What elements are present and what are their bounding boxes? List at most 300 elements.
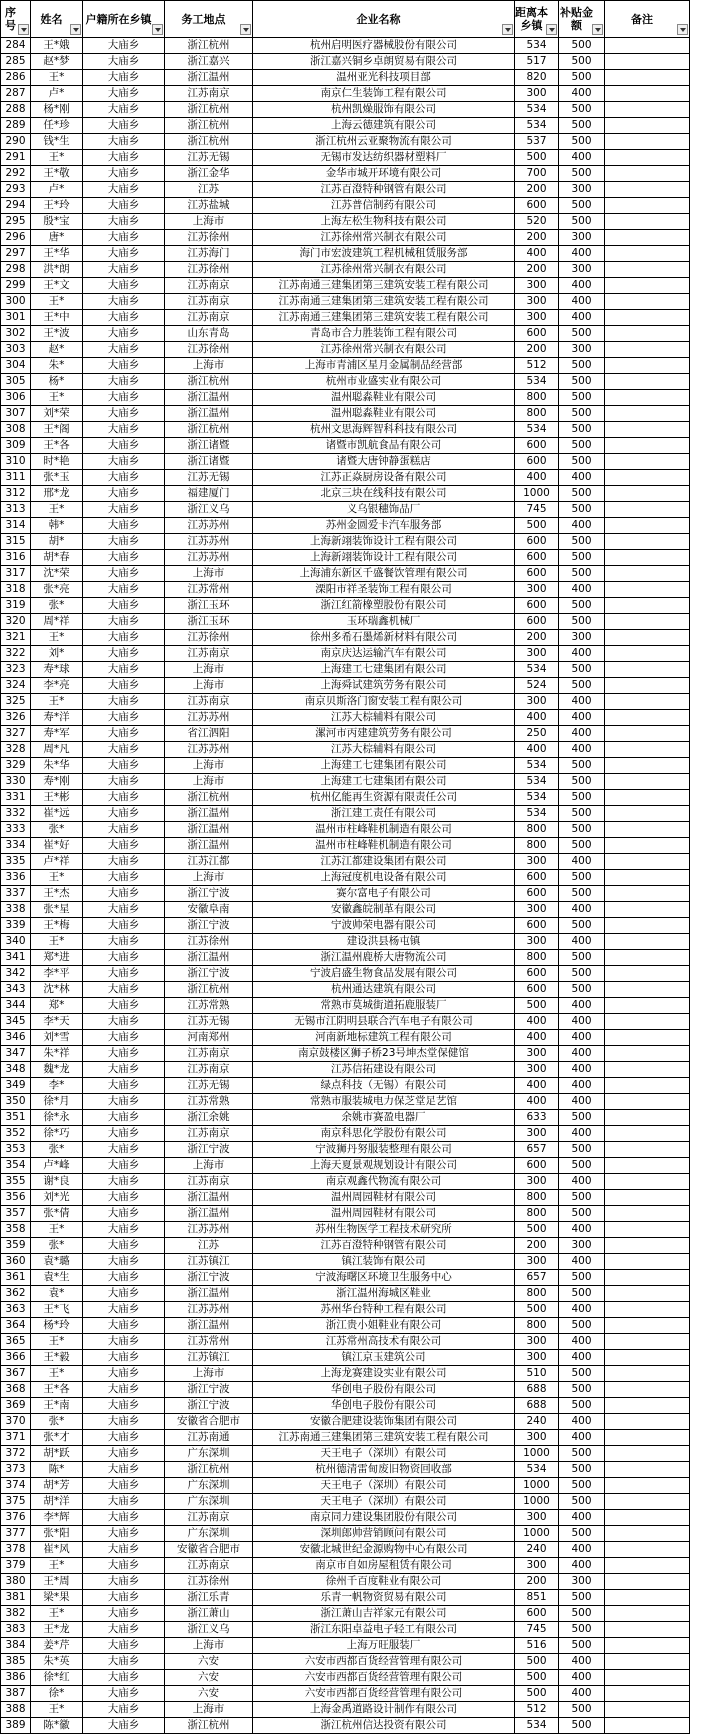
cell-company[interactable]: 江苏南通三建集团第三建筑安装工程有限公司 [253,278,515,294]
cell-town[interactable]: 大庙乡 [83,1222,165,1238]
cell-remark[interactable] [605,886,690,902]
cell-remark[interactable] [605,854,690,870]
cell-subsidy[interactable]: 500 [559,1206,605,1222]
cell-remark[interactable] [605,950,690,966]
cell-subsidy[interactable]: 400 [559,294,605,310]
cell-seq[interactable]: 315 [1,534,31,550]
cell-company[interactable]: 杭州通达建筑有限公司 [253,982,515,998]
cell-remark[interactable] [605,342,690,358]
cell-distance[interactable]: 240 [515,1542,559,1558]
cell-seq[interactable]: 314 [1,518,31,534]
cell-town[interactable]: 大庙乡 [83,710,165,726]
cell-remark[interactable] [605,1686,690,1702]
cell-town[interactable]: 大庙乡 [83,854,165,870]
cell-distance[interactable]: 500 [515,150,559,166]
cell-workplace[interactable]: 江苏苏州 [165,534,253,550]
cell-distance[interactable]: 500 [515,1302,559,1318]
cell-distance[interactable]: 600 [515,870,559,886]
cell-subsidy[interactable]: 400 [559,1030,605,1046]
cell-seq[interactable]: 338 [1,902,31,918]
cell-name[interactable]: 邢*龙 [31,486,83,502]
cell-town[interactable]: 大庙乡 [83,86,165,102]
cell-remark[interactable] [605,870,690,886]
cell-seq[interactable]: 301 [1,310,31,326]
cell-distance[interactable]: 657 [515,1142,559,1158]
cell-subsidy[interactable]: 500 [559,614,605,630]
filter-dropdown-icon[interactable] [502,24,513,35]
cell-seq[interactable]: 311 [1,470,31,486]
cell-workplace[interactable]: 江苏南京 [165,1046,253,1062]
cell-remark[interactable] [605,822,690,838]
cell-seq[interactable]: 295 [1,214,31,230]
cell-town[interactable]: 大庙乡 [83,422,165,438]
cell-subsidy[interactable]: 500 [559,966,605,982]
cell-remark[interactable] [605,1462,690,1478]
cell-company[interactable]: 江苏南通三建集团第三建筑安装工程有限公司 [253,294,515,310]
cell-company[interactable]: 南京观鑫代物流有限公司 [253,1174,515,1190]
cell-subsidy[interactable]: 400 [559,726,605,742]
cell-seq[interactable]: 339 [1,918,31,934]
cell-name[interactable]: 卢* [31,182,83,198]
filter-dropdown-icon[interactable] [18,24,29,35]
cell-seq[interactable]: 376 [1,1510,31,1526]
cell-distance[interactable]: 500 [515,1654,559,1670]
cell-town[interactable]: 大庙乡 [83,662,165,678]
cell-town[interactable]: 大庙乡 [83,1462,165,1478]
cell-remark[interactable] [605,134,690,150]
cell-name[interactable]: 胡*芳 [31,1478,83,1494]
cell-subsidy[interactable]: 500 [559,870,605,886]
cell-workplace[interactable]: 江苏南京 [165,86,253,102]
cell-town[interactable]: 大庙乡 [83,1606,165,1622]
cell-town[interactable]: 大庙乡 [83,214,165,230]
cell-subsidy[interactable]: 500 [559,438,605,454]
cell-company[interactable]: 河南新地标建筑工程有限公司 [253,1030,515,1046]
cell-seq[interactable]: 297 [1,246,31,262]
cell-workplace[interactable]: 广东深圳 [165,1526,253,1542]
cell-distance[interactable]: 1000 [515,1526,559,1542]
cell-name[interactable]: 魏*龙 [31,1062,83,1078]
cell-subsidy[interactable]: 500 [559,374,605,390]
cell-remark[interactable] [605,70,690,86]
cell-distance[interactable]: 300 [515,1126,559,1142]
cell-name[interactable]: 王* [31,870,83,886]
cell-remark[interactable] [605,246,690,262]
cell-workplace[interactable]: 广东深圳 [165,1494,253,1510]
cell-remark[interactable] [605,310,690,326]
cell-seq[interactable]: 386 [1,1670,31,1686]
cell-company[interactable]: 温州周园鞋材有限公司 [253,1206,515,1222]
cell-town[interactable]: 大庙乡 [83,166,165,182]
cell-remark[interactable] [605,1094,690,1110]
cell-name[interactable]: 王* [31,1702,83,1718]
cell-town[interactable]: 大庙乡 [83,566,165,582]
cell-subsidy[interactable]: 400 [559,1094,605,1110]
cell-workplace[interactable]: 浙江温州 [165,822,253,838]
cell-workplace[interactable]: 江苏南京 [165,294,253,310]
cell-distance[interactable]: 800 [515,838,559,854]
cell-seq[interactable]: 363 [1,1302,31,1318]
cell-name[interactable]: 朱*英 [31,1654,83,1670]
cell-remark[interactable] [605,102,690,118]
cell-name[interactable]: 王*龙 [31,1622,83,1638]
cell-town[interactable]: 大庙乡 [83,390,165,406]
cell-name[interactable]: 周*凡 [31,742,83,758]
cell-seq[interactable]: 366 [1,1350,31,1366]
cell-name[interactable]: 任*珍 [31,118,83,134]
filter-dropdown-icon[interactable] [546,24,557,35]
cell-workplace[interactable]: 江苏镇江 [165,1350,253,1366]
cell-town[interactable]: 大庙乡 [83,38,165,54]
cell-seq[interactable]: 308 [1,422,31,438]
cell-town[interactable]: 大庙乡 [83,1046,165,1062]
cell-company[interactable]: 杭州德清雷甸废旧物资回收部 [253,1462,515,1478]
cell-name[interactable]: 赵*梦 [31,54,83,70]
cell-seq[interactable]: 365 [1,1334,31,1350]
cell-distance[interactable]: 500 [515,518,559,534]
cell-seq[interactable]: 300 [1,294,31,310]
cell-subsidy[interactable]: 500 [559,1110,605,1126]
cell-subsidy[interactable]: 500 [559,982,605,998]
cell-name[interactable]: 胡*跃 [31,1446,83,1462]
cell-distance[interactable]: 600 [515,598,559,614]
cell-workplace[interactable]: 浙江诸暨 [165,438,253,454]
cell-remark[interactable] [605,1382,690,1398]
cell-name[interactable]: 崔*远 [31,806,83,822]
cell-remark[interactable] [605,1510,690,1526]
cell-distance[interactable]: 500 [515,1670,559,1686]
cell-town[interactable]: 大庙乡 [83,1174,165,1190]
cell-remark[interactable] [605,1590,690,1606]
cell-subsidy[interactable]: 400 [559,1510,605,1526]
cell-remark[interactable] [605,598,690,614]
cell-company[interactable]: 建设洪县杨屯镇 [253,934,515,950]
cell-subsidy[interactable]: 400 [559,1558,605,1574]
cell-distance[interactable]: 534 [515,374,559,390]
cell-distance[interactable]: 534 [515,774,559,790]
cell-town[interactable]: 大庙乡 [83,1670,165,1686]
cell-seq[interactable]: 356 [1,1190,31,1206]
cell-workplace[interactable]: 浙江金华 [165,166,253,182]
cell-seq[interactable]: 351 [1,1110,31,1126]
cell-seq[interactable]: 318 [1,582,31,598]
cell-name[interactable]: 朱*华 [31,758,83,774]
cell-workplace[interactable]: 江苏南京 [165,1062,253,1078]
cell-company[interactable]: 浙江温州海城区鞋业 [253,1286,515,1302]
cell-name[interactable]: 王* [31,502,83,518]
cell-workplace[interactable]: 江苏徐州 [165,262,253,278]
cell-seq[interactable]: 327 [1,726,31,742]
cell-town[interactable]: 大庙乡 [83,1350,165,1366]
cell-distance[interactable]: 800 [515,1286,559,1302]
cell-company[interactable]: 无锡市江阴明县联合汽车电子有限公司 [253,1014,515,1030]
cell-company[interactable]: 江苏大棕辅料有限公司 [253,742,515,758]
cell-company[interactable]: 温州市柱峰鞋机制造有限公司 [253,822,515,838]
cell-distance[interactable]: 300 [515,1254,559,1270]
cell-company[interactable]: 青岛市合力胜装饰工程有限公司 [253,326,515,342]
cell-town[interactable]: 大庙乡 [83,1270,165,1286]
cell-workplace[interactable]: 上海市 [165,870,253,886]
cell-workplace[interactable]: 浙江温州 [165,1190,253,1206]
cell-subsidy[interactable]: 500 [559,1158,605,1174]
cell-workplace[interactable]: 浙江余姚 [165,1110,253,1126]
cell-distance[interactable]: 534 [515,662,559,678]
cell-town[interactable]: 大庙乡 [83,502,165,518]
cell-seq[interactable]: 288 [1,102,31,118]
cell-subsidy[interactable]: 500 [559,1190,605,1206]
cell-town[interactable]: 大庙乡 [83,1094,165,1110]
cell-name[interactable]: 王*梅 [31,918,83,934]
cell-company[interactable]: 江苏信拓建设有限公司 [253,1062,515,1078]
cell-workplace[interactable]: 江苏盐城 [165,198,253,214]
cell-distance[interactable]: 534 [515,38,559,54]
cell-remark[interactable] [605,502,690,518]
cell-workplace[interactable]: 浙江杭州 [165,1462,253,1478]
cell-name[interactable]: 王*周 [31,1574,83,1590]
cell-town[interactable]: 大庙乡 [83,1622,165,1638]
cell-workplace[interactable]: 江苏徐州 [165,230,253,246]
cell-distance[interactable]: 240 [515,1414,559,1430]
cell-remark[interactable] [605,1638,690,1654]
cell-company[interactable]: 徐州千百度鞋业有限公司 [253,1574,515,1590]
cell-workplace[interactable]: 江苏苏州 [165,710,253,726]
cell-distance[interactable]: 400 [515,710,559,726]
cell-remark[interactable] [605,1558,690,1574]
cell-seq[interactable]: 317 [1,566,31,582]
cell-distance[interactable]: 200 [515,262,559,278]
cell-name[interactable]: 王*玲 [31,198,83,214]
cell-workplace[interactable]: 河南郑州 [165,1030,253,1046]
cell-remark[interactable] [605,1254,690,1270]
cell-subsidy[interactable]: 500 [559,1382,605,1398]
cell-subsidy[interactable]: 500 [559,806,605,822]
cell-remark[interactable] [605,182,690,198]
cell-workplace[interactable]: 江苏南京 [165,1126,253,1142]
cell-subsidy[interactable]: 400 [559,854,605,870]
cell-remark[interactable] [605,358,690,374]
cell-name[interactable]: 郑*进 [31,950,83,966]
cell-seq[interactable]: 359 [1,1238,31,1254]
cell-workplace[interactable]: 浙江义乌 [165,1622,253,1638]
cell-remark[interactable] [605,1366,690,1382]
cell-name[interactable]: 朱*祥 [31,1046,83,1062]
cell-town[interactable]: 大庙乡 [83,454,165,470]
cell-seq[interactable]: 352 [1,1126,31,1142]
cell-distance[interactable]: 851 [515,1590,559,1606]
cell-town[interactable]: 大庙乡 [83,438,165,454]
cell-subsidy[interactable]: 400 [559,1014,605,1030]
cell-remark[interactable] [605,198,690,214]
cell-remark[interactable] [605,38,690,54]
cell-workplace[interactable]: 江苏徐州 [165,630,253,646]
cell-subsidy[interactable]: 500 [559,1606,605,1622]
cell-remark[interactable] [605,518,690,534]
cell-town[interactable]: 大庙乡 [83,518,165,534]
cell-seq[interactable]: 387 [1,1686,31,1702]
cell-name[interactable]: 王* [31,1606,83,1622]
cell-town[interactable]: 大庙乡 [83,886,165,902]
cell-remark[interactable] [605,678,690,694]
cell-distance[interactable]: 600 [515,454,559,470]
cell-distance[interactable]: 300 [515,934,559,950]
cell-name[interactable]: 洪*朗 [31,262,83,278]
cell-remark[interactable] [605,902,690,918]
cell-seq[interactable]: 388 [1,1702,31,1718]
cell-town[interactable]: 大庙乡 [83,582,165,598]
cell-town[interactable]: 大庙乡 [83,1398,165,1414]
cell-subsidy[interactable]: 500 [559,822,605,838]
cell-company[interactable]: 江苏徐州常兴制衣有限公司 [253,342,515,358]
cell-town[interactable]: 大庙乡 [83,870,165,886]
cell-company[interactable]: 浙江杭州云亚聚物流有限公司 [253,134,515,150]
cell-workplace[interactable]: 浙江温州 [165,806,253,822]
cell-company[interactable]: 金华市城开环境有限公司 [253,166,515,182]
cell-name[interactable]: 张*玉 [31,470,83,486]
cell-seq[interactable]: 326 [1,710,31,726]
cell-town[interactable]: 大庙乡 [83,54,165,70]
cell-remark[interactable] [605,998,690,1014]
cell-subsidy[interactable]: 500 [559,790,605,806]
cell-name[interactable]: 唐* [31,230,83,246]
cell-seq[interactable]: 319 [1,598,31,614]
cell-subsidy[interactable]: 400 [559,1350,605,1366]
cell-name[interactable]: 卢*峰 [31,1158,83,1174]
cell-remark[interactable] [605,838,690,854]
cell-subsidy[interactable]: 400 [559,1302,605,1318]
cell-workplace[interactable]: 上海市 [165,678,253,694]
cell-town[interactable]: 大庙乡 [83,1286,165,1302]
cell-subsidy[interactable]: 500 [559,54,605,70]
cell-company[interactable]: 江苏徐州常兴制衣有限公司 [253,230,515,246]
cell-seq[interactable]: 373 [1,1462,31,1478]
cell-workplace[interactable]: 浙江温州 [165,838,253,854]
cell-subsidy[interactable]: 500 [559,1318,605,1334]
cell-town[interactable]: 大庙乡 [83,630,165,646]
cell-name[interactable]: 王* [31,1558,83,1574]
cell-workplace[interactable]: 上海市 [165,1638,253,1654]
cell-name[interactable]: 王* [31,390,83,406]
cell-subsidy[interactable]: 500 [559,1718,605,1734]
cell-distance[interactable]: 524 [515,678,559,694]
cell-name[interactable]: 寿*球 [31,662,83,678]
cell-seq[interactable]: 335 [1,854,31,870]
cell-remark[interactable] [605,374,690,390]
cell-distance[interactable]: 800 [515,1318,559,1334]
cell-distance[interactable]: 800 [515,822,559,838]
cell-town[interactable]: 大庙乡 [83,470,165,486]
cell-subsidy[interactable]: 400 [559,1254,605,1270]
cell-company[interactable]: 苏州金圆爱卡汽车服务部 [253,518,515,534]
cell-company[interactable]: 浙江红箭橡塑股份有限公司 [253,598,515,614]
cell-workplace[interactable]: 江苏苏州 [165,742,253,758]
cell-workplace[interactable]: 安徽省合肥市 [165,1414,253,1430]
cell-workplace[interactable]: 六安 [165,1654,253,1670]
cell-workplace[interactable]: 江苏南京 [165,1510,253,1526]
cell-remark[interactable] [605,1286,690,1302]
cell-workplace[interactable]: 江苏 [165,182,253,198]
cell-seq[interactable]: 287 [1,86,31,102]
cell-remark[interactable] [605,1126,690,1142]
cell-town[interactable]: 大庙乡 [83,262,165,278]
cell-town[interactable]: 大庙乡 [83,1062,165,1078]
cell-town[interactable]: 大庙乡 [83,1526,165,1542]
cell-distance[interactable]: 700 [515,166,559,182]
cell-workplace[interactable]: 浙江杭州 [165,1718,253,1734]
cell-distance[interactable]: 400 [515,1094,559,1110]
cell-workplace[interactable]: 江苏无锡 [165,1078,253,1094]
cell-town[interactable]: 大庙乡 [83,966,165,982]
cell-remark[interactable] [605,966,690,982]
cell-town[interactable]: 大庙乡 [83,534,165,550]
cell-seq[interactable]: 303 [1,342,31,358]
cell-name[interactable]: 刘*荣 [31,406,83,422]
cell-distance[interactable]: 520 [515,214,559,230]
cell-seq[interactable]: 307 [1,406,31,422]
cell-distance[interactable]: 600 [515,566,559,582]
cell-distance[interactable]: 300 [515,1174,559,1190]
cell-subsidy[interactable]: 500 [559,1622,605,1638]
cell-name[interactable]: 徐*红 [31,1670,83,1686]
cell-subsidy[interactable]: 400 [559,1078,605,1094]
cell-town[interactable]: 大庙乡 [83,1430,165,1446]
cell-workplace[interactable]: 江苏南京 [165,1174,253,1190]
cell-remark[interactable] [605,150,690,166]
cell-distance[interactable]: 300 [515,310,559,326]
cell-distance[interactable]: 200 [515,1238,559,1254]
cell-subsidy[interactable]: 500 [559,454,605,470]
cell-workplace[interactable]: 浙江杭州 [165,982,253,998]
cell-workplace[interactable]: 江苏南京 [165,646,253,662]
cell-remark[interactable] [605,326,690,342]
cell-remark[interactable] [605,1158,690,1174]
cell-subsidy[interactable]: 500 [559,950,605,966]
cell-town[interactable]: 大庙乡 [83,1542,165,1558]
cell-distance[interactable]: 534 [515,790,559,806]
cell-workplace[interactable]: 浙江萧山 [165,1606,253,1622]
cell-remark[interactable] [605,1654,690,1670]
cell-company[interactable]: 常熟市服装城电力保芝堂足艺馆 [253,1094,515,1110]
cell-name[interactable]: 胡* [31,534,83,550]
cell-workplace[interactable]: 浙江温州 [165,1286,253,1302]
cell-remark[interactable] [605,1238,690,1254]
cell-distance[interactable]: 745 [515,1622,559,1638]
cell-company[interactable]: 安徽北城世纪金源购物中心有限公司 [253,1542,515,1558]
cell-seq[interactable]: 389 [1,1718,31,1734]
cell-company[interactable]: 温州亚光科技项目部 [253,70,515,86]
cell-subsidy[interactable]: 300 [559,630,605,646]
cell-workplace[interactable]: 安徽省合肥市 [165,1542,253,1558]
filter-dropdown-icon[interactable] [240,24,251,35]
cell-name[interactable]: 郑* [31,998,83,1014]
cell-workplace[interactable]: 浙江宁波 [165,918,253,934]
cell-name[interactable]: 王* [31,1222,83,1238]
cell-workplace[interactable]: 广东深圳 [165,1478,253,1494]
cell-seq[interactable]: 371 [1,1430,31,1446]
cell-seq[interactable]: 294 [1,198,31,214]
cell-company[interactable]: 赛尔富电子有限公司 [253,886,515,902]
cell-company[interactable]: 华创电子股份有限公司 [253,1398,515,1414]
cell-remark[interactable] [605,294,690,310]
cell-name[interactable]: 王* [31,1334,83,1350]
cell-company[interactable]: 南京仁生装饰工程有限公司 [253,86,515,102]
cell-company[interactable]: 杭州凯燥服饰有限公司 [253,102,515,118]
cell-subsidy[interactable]: 500 [559,550,605,566]
cell-town[interactable]: 大庙乡 [83,134,165,150]
cell-town[interactable]: 大庙乡 [83,742,165,758]
cell-town[interactable]: 大庙乡 [83,1302,165,1318]
cell-company[interactable]: 浙江贵小姐鞋业有限公司 [253,1318,515,1334]
cell-company[interactable]: 安徽合肥建设装饰集团有限公司 [253,1414,515,1430]
